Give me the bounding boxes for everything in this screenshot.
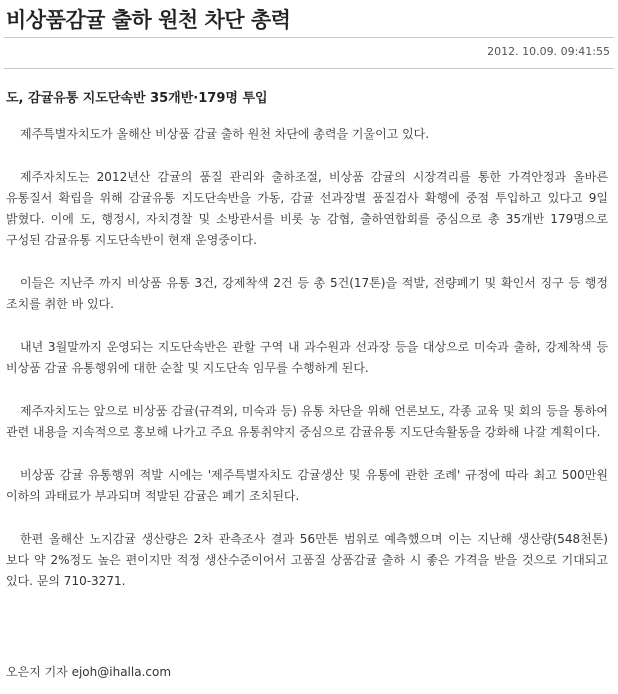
- article-subtitle: 도, 감귤유통 지도단속반 35개반·179명 투입: [6, 91, 268, 106]
- article-paragraph: 제주자치도는 2012년산 감귤의 품질 관리와 출하조절, 비상품 감귤의 시장격리를 통한 가격안정과 올바른 유통질서 확립을 위해 감귤유통 지도단속반을 가동, 감귤 선과장별 품질검사 확행에 중점 투입하고 있다고 9일 밝혔다. 이에 도, 행정시, 자치경찰 및 소방관서를 비롯 농 감협, 출하연합회를 중심으로 총 35개반 179명으로 구성된 감귤유통 지도단속반이 현재 운영중이다.: [6, 170, 608, 247]
- article-paragraph: 제주특별자치도가 올해산 비상품 감귤 출하 원천 차단에 총력을 기울이고 있다.: [20, 127, 430, 141]
- article-paragraph: 제주자치도는 앞으로 비상품 감귤(규격외, 미숙과 등) 유통 차단을 위해 언론보도, 각종 교육 및 회의 등을 통하여 관련 내용을 지속적으로 홍보해 나가고 주요 유통취약지 중심으로 감귤유통 지도단속활동을 강화해 나갈 계획이다.: [6, 404, 608, 439]
- article-paragraph: 비상품 감귤 유통행위 적발 시에는 '제주특별자치도 감귤생산 및 유통에 관한 조례' 규정에 따라 최고 500만원 이하의 과태료가 부과되며 적발된 감귤은 폐기 조치된다.: [6, 468, 608, 503]
- reporter-byline: 오은지 기자 ejoh@ihalla.com: [6, 665, 172, 679]
- publish-timestamp: 2012. 10.09. 09:41:55: [487, 45, 610, 58]
- article-headline: 비상품감귤 출하 원천 차단 총력: [6, 8, 291, 32]
- subheader-divider: [4, 68, 614, 69]
- header-divider: [4, 37, 614, 38]
- article-body: [6, 124, 608, 614]
- article-paragraph: 한편 올해산 노지감귤 생산량은 2차 관측조사 결과 56만톤 범위로 예측했으며 이는 지난해 생산량(548천톤) 보다 약 2%정도 높은 편이지만 적정 생산수준이어서 고품질 상품감귤 출하 시 좋은 가격을 받을 것으로 기대되고 있다. 문의 710-3271.: [6, 532, 608, 588]
- article-paragraph: 내년 3월말까지 운영되는 지도단속반은 관할 구역 내 과수원과 선과장 등을 대상으로 미숙과 출하, 강제착색 등 비상품 감귤 유통행위에 대한 순찰 및 지도단속 임무를 수행하게 된다.: [6, 340, 608, 375]
- article-paragraph: 이들은 지난주 까지 비상품 유통 3건, 강제착색 2건 등 총 5건(17톤)을 적발, 전량폐기 및 확인서 징구 등 행정 조치를 취한 바 있다.: [6, 276, 608, 311]
